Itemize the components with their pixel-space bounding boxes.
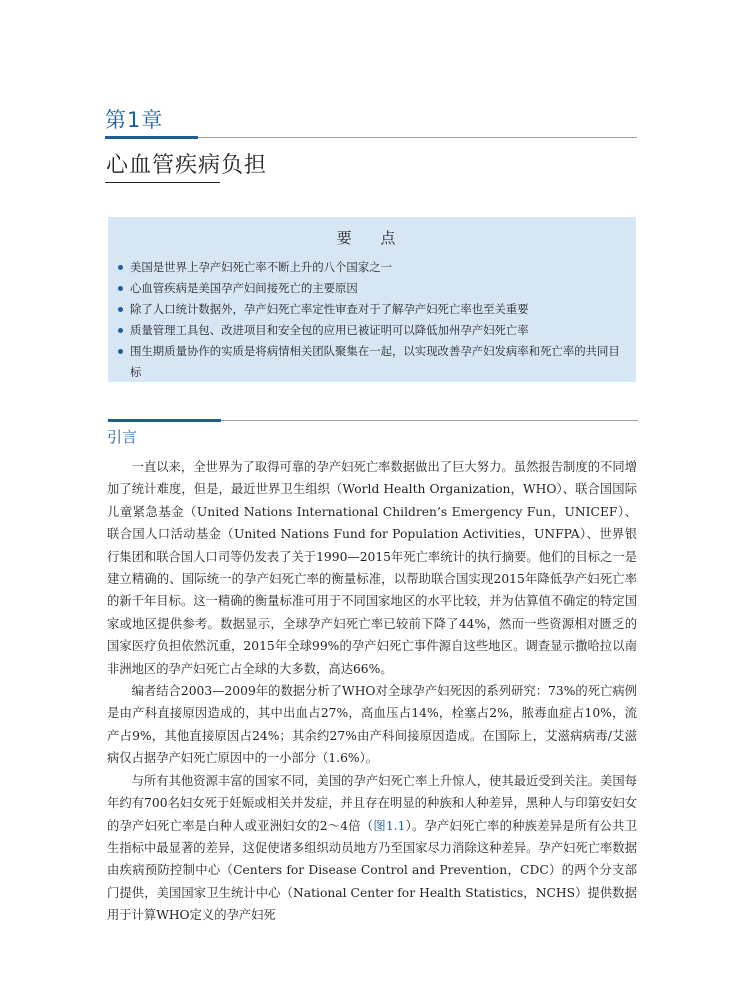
bullet-icon	[118, 328, 123, 333]
chapter-title: 心血管疾病负担	[106, 153, 268, 178]
keypoint-item	[118, 257, 628, 278]
keypoints-list	[118, 257, 628, 383]
keypoint-text: 质量管理工具包、改进项目和安全包的应用已被证明可以降低加州孕产妇死亡率	[130, 323, 529, 337]
chapter-rule-accent	[105, 136, 198, 139]
keypoint-item	[118, 278, 628, 299]
paragraph: 一直以来，全世界为了取得可靠的孕产妇死亡率数据做出了巨大努力。虽然报告制度的不同增加了统计难度，但是，最近世界卫生组织（World Health Organization，WHO）、联合国国际儿童紧急基金（United Nations International Children’s Emergency Fun，UNICEF）、联合国人口活动基金（United Nations Fund for Population Activities，UNFPA）、世界银行集团和联合国人口司等仍发表了关于1990—2015年死亡率统计的执行摘要。他们的目标之一是建立精确的、国际统一的孕产妇死亡率的衡量标准，以帮助联合国实现2015年降低孕产妇死亡率的新千年目标。这一精确的衡量标准可用于不同国家地区的水平比较，并为估算值不确定的特定国家或地区提供参考。数据显示，全球孕产妇死亡率已较前下降了44%，然而一些资源相对匮乏的国家医疗负担依然沉重，2015年全球99%的孕产妇死亡事件源自这些地区。调查显示撒哈拉以南非洲地区的孕产妇死亡占全球的大多数，高达66%。	[107, 460, 637, 676]
keypoint-text: 除了人口统计数据外，孕产妇死亡率定性审查对于了解孕产妇死亡率也至关重要	[130, 302, 529, 316]
keypoint-item	[118, 320, 628, 341]
figure-reference-link[interactable]: 图1.1	[373, 818, 406, 833]
chapter-number: 第1章	[105, 108, 164, 132]
keypoint-text: 围生期质量协作的实质是将病情相关团队聚集在一起，以实现改善孕产妇发病率和死亡率的共同目标	[130, 344, 620, 379]
paragraph-text: ）。孕产妇死亡率的种族差异是所有公共卫生指标中最显著的差异，这促使诸多组织动员地方乃至国家尽力消除这种差异。孕产妇死亡率数据由疾病预防控制中心（Centers for Disease Control and Prevention，CDC）的两个分支部门提供，美国国家卫生统计中心（National Center for Health Statistics，NCHS）提供数据用于计算WHO定义的孕产妇死	[107, 818, 637, 923]
paragraph	[107, 770, 637, 927]
body-text	[107, 456, 637, 927]
bullet-icon	[118, 349, 123, 354]
keypoint-item	[118, 299, 628, 320]
paragraph-text: 与所有其他资源丰富的国家不同，美国的孕产妇死亡率上升惊人，使其最近受到关注。美国每年约有700名妇女死于妊娠或相关并发症，并且存在明显的种族和人种差异，黑种人与印第安妇女的孕产妇死亡率是白种人或亚洲妇女的2～4倍（	[107, 773, 637, 833]
bullet-icon	[118, 286, 123, 291]
chapter-title-underline	[105, 182, 220, 183]
keypoints-heading: 要 点	[336, 229, 408, 247]
keypoint-text: 心血管疾病是美国孕产妇间接死亡的主要原因	[130, 281, 358, 295]
paragraph: 编者结合2003—2009年的数据分析了WHO对全球孕产妇死因的系列研究：73%的死亡病例是由产科直接原因造成的，其中出血占27%，高血压占14%，栓塞占2%，脓毒血症占10%，流产占9%，其他直接原因占24%；其余约27%由产科间接原因造成。在国际上，艾滋病病毒/艾滋病仅占据孕产妇死亡原因中的一小部分（1.6%）。	[107, 684, 637, 766]
section-rule-accent	[108, 419, 221, 422]
keypoint-text: 美国是世界上孕产妇死亡率不断上升的八个国家之一	[130, 260, 392, 274]
keypoint-item	[118, 341, 628, 383]
keypoints-box	[108, 217, 636, 382]
bullet-icon	[118, 307, 123, 312]
section-heading: 引言	[107, 428, 138, 446]
bullet-icon	[118, 265, 123, 270]
